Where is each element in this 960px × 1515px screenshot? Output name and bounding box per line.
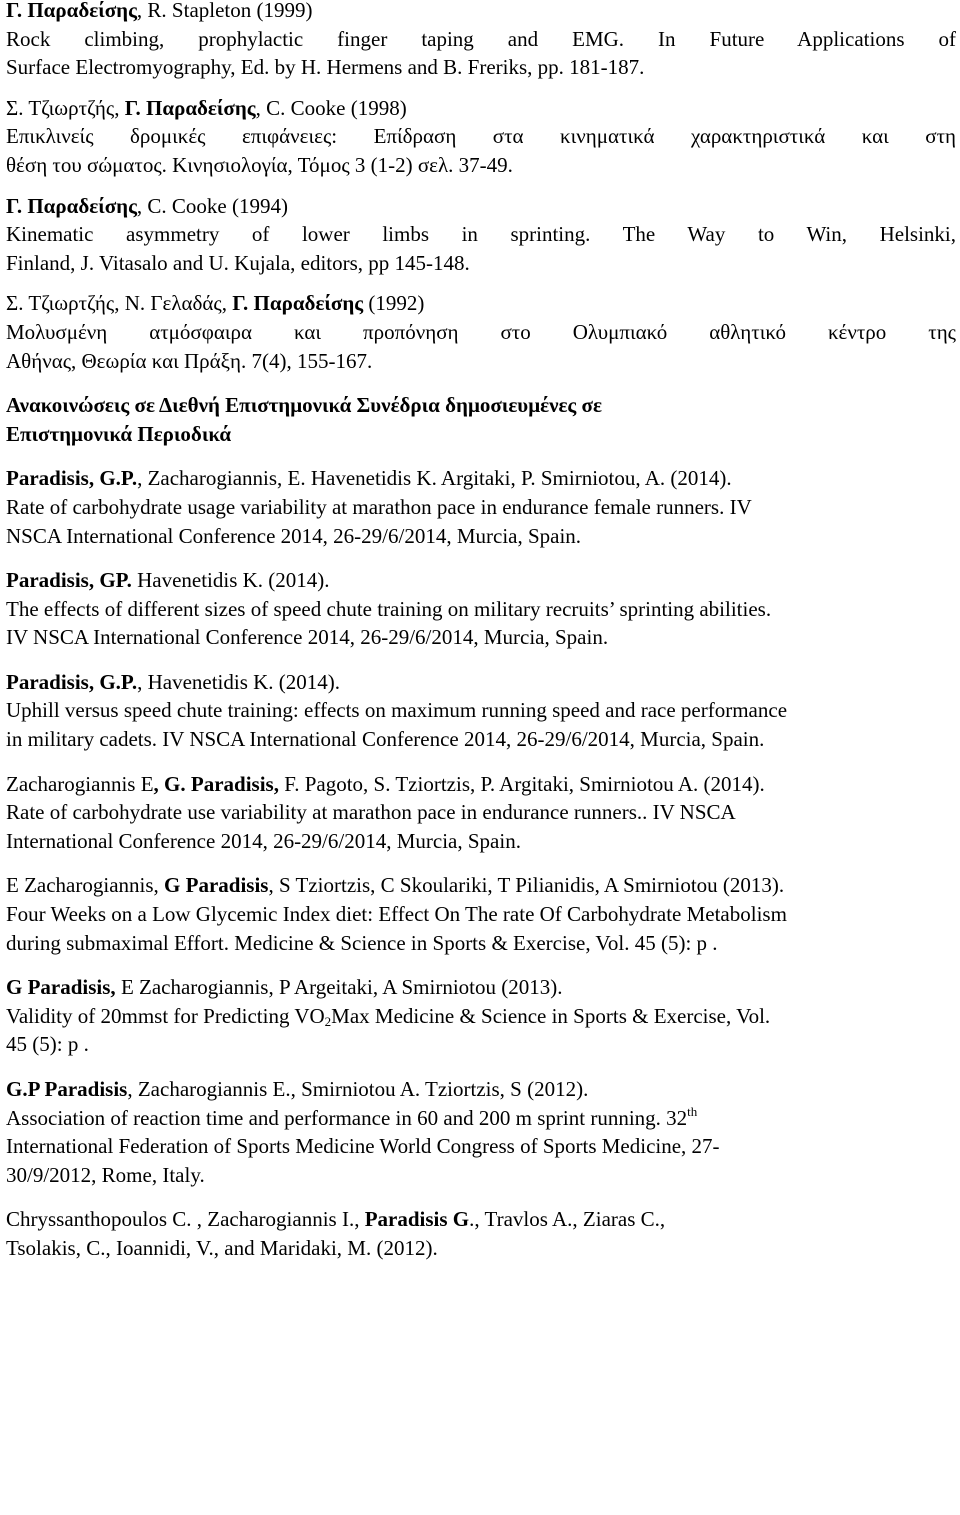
- reference-entry: Γ. Παραδείσης, C. Cooke (1994) Kinematic asymmetry of lower limbs in sprinting. The Way to Win, Helsinki, Finland, J. Vitasalo and U. Kujala, editors, pp 145-148.: [6, 193, 956, 275]
- conference-entry: Paradisis, G.P., Havenetidis K. (2014). Uphill versus speed chute training: effects on maximum running speed and race performance in military cadets. IV NSCA International Conference 2014, 26-29/6/2014, Murcia, Spain.: [6, 669, 788, 752]
- conference-entry: Chryssanthopoulos C. , Zacharogiannis I., Paradisis G., Travlos A., Ziaras C., Tsolakis, C., Ioannidi, V., and Maridaki, M. (2012).: [6, 1207, 666, 1260]
- reference-entry: Σ. Τζιωρτζής, Ν. Γελαδάς, Γ. Παραδείσης (1992) Μολυσμένη ατμόσφαιρα και προπόνηση στο Ολυμπιακό αθλητικό κέντρο της Αθήνας, Θεωρία και Πράξη. 7(4), 155-167.: [6, 291, 956, 373]
- author-bold: G.P Paradisis: [6, 1077, 128, 1101]
- conference-entry: Paradisis, GP. Havenetidis K. (2014). The effects of different sizes of speed chute training on military recruits’ sprinting abilities. IV NSCA International Conference 2014, 26-29/6/2014, Murcia, Spain.: [6, 568, 772, 650]
- author-bold: Γ. Παραδείσης: [232, 291, 364, 316]
- author-bold: Γ. Παραδείσης: [6, 0, 137, 22]
- section-heading: Ανακοινώσεις σε Διεθνή Επιστημονικά Συνέδρια δημοσιευμένες σε Επιστημονικά Περιοδικά: [6, 393, 602, 446]
- author-bold: , G. Paradisis,: [153, 771, 279, 796]
- conference-entry: E Zacharogiannis, G Paradisis, S Tziortzis, C Skoulariki, T Pilianidis, A Smirniotou (2013). Four Weeks on a Low Glycemic Index diet: Effect On The rate Of Carbohydrate Metabolism during submaximal Effort. Medicine & Science in Sports & Exercise, Vol. 45 (5): p .: [6, 873, 787, 955]
- conference-entry: G.P Paradisis, Zacharogiannis E., Smirniotou A. Tziortzis, S (2012). Association of reaction time and performance in 60 and 200 m sprint running. 32th International Federation of Sports Medicine World Congress of Sports Medicine, 27- 30/9/2012, Rome, Italy.: [6, 1077, 720, 1187]
- conference-entry: Paradisis, G.P., Zacharogiannis, E. Havenetidis K. Argitaki, P. Smirniotou, A. (2014). Rate of carbohydrate usage variability at marathon pace in endurance female runners. IV NSCA International Conference 2014, 26-29/6/2014, Murcia, Spain.: [6, 466, 752, 548]
- author-bold: Paradisis, GP.: [6, 568, 132, 593]
- reference-entry: Σ. Τζιωρτζής, Γ. Παραδείσης, C. Cooke (1998) Επικλινείς δρομικές επιφάνειες: Επίδραση στα κινηματικά χαρακτηριστικά και στη θέση του σώματος. Κινησιολογία, Τόμος 3 (1-2) σελ. 37-49.: [6, 95, 956, 177]
- author-bold: G Paradisis,: [6, 975, 116, 1000]
- conference-entry: Zacharogiannis E, G. Paradisis, F. Pagoto, S. Tziortzis, P. Argitaki, Smirniotou A. (2014). Rate of carbohydrate use variability at marathon pace in endurance runners.. IV NSCA International Conference 2014, 26-29/6/2014, Murcia, Spain.: [6, 771, 765, 853]
- author-bold: Paradisis, G.P.: [6, 466, 138, 491]
- author-bold: G Paradisis: [164, 873, 269, 898]
- reference-entry: Γ. Παραδείσης, R. Stapleton (1999) Rock climbing, prophylactic finger taping and EMG. In Future Applications of Surface Electromyography, Ed. by H. Hermens and B. Freriks, pp. 181-187.: [6, 0, 956, 80]
- superscript: th: [687, 1103, 698, 1119]
- document-page: [6, 0, 956, 1263]
- conference-entry: G Paradisis, E Zacharogiannis, P Argeitaki, A Smirniotou (2013). Validity of 20mmst for Predicting $VO_2Max$ Medicine & Science in Sports & Exercise, Vol. 45 (5): p .: [6, 975, 771, 1057]
- author-bold: Paradisis G: [364, 1207, 470, 1232]
- author-bold: Γ. Παραδείσης: [6, 193, 137, 218]
- author-bold: Γ. Παραδείσης: [124, 95, 256, 120]
- author-bold: Paradisis, G.P.: [6, 669, 138, 694]
- subscript: 2: [324, 1013, 332, 1029]
